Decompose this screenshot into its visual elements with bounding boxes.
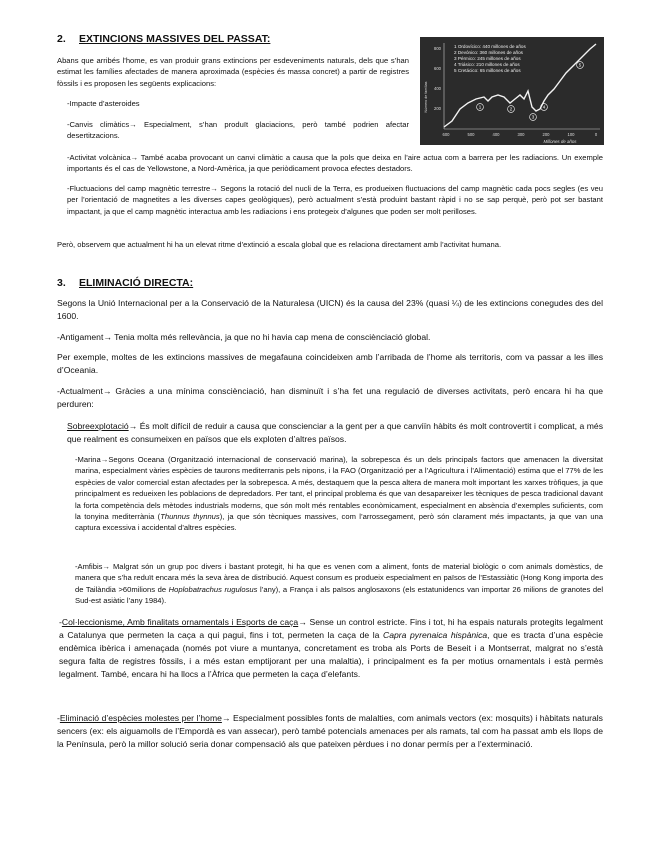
megafauna-paragraph: Per exemple, moltes de les extincions massives de megafauna coincideixen amb l’arribada de l’home als territoris, com va passar a les illes d’Oceania.	[57, 352, 603, 375]
amfibis-text-b: l’any), a França i als països anglosaxons (els estatunidencs van importar 26 milions de granotes del Sud-est asiàtic l’any 1984).	[75, 584, 604, 606]
pest-dash: -	[57, 713, 60, 723]
figure-legend-item: 2 Devónico: 360 millones de años	[454, 50, 523, 55]
section-2-heading	[57, 33, 270, 45]
section-2-closing: Però, observem que actualment hi ha un elevat ritme d’extinció a escala global que es relaciona directament amb l’activitat humana.	[57, 240, 502, 249]
extinction-marker-4: 4	[542, 104, 546, 110]
section-3-title: ELIMINACIÓ DIRECTA:	[79, 277, 194, 289]
actualment-paragraph: -Actualment→ Gràcies a una mínima consciènciació, han disminuït i s’ha fet una regulació de diverses activitats, però encara hi ha que perduren:	[57, 386, 603, 409]
frog-species-name: Hoplobatrachus rugulosus	[168, 584, 258, 594]
marina-text-b: ), ja que són tècniques massives, com l’arrossegament, però són clarament més impactants, ja que van una captura excessiva i accidental d’altres espècies.	[75, 512, 604, 533]
collecting-label: Col·leccionisme, Amb finalitats ornamentals i Esports de caça	[61, 617, 299, 627]
pest-elimination-text: → Especialment possibles fonts de malalties, com animals vectors (ex: mosquits) i hàbitats naturals sencers (ex: els aiguamolls de l’Empordà es van assecar), però també potencials amenaces per als ramats, tal com ha passat amb els llops de la Península, però la millor solució seria donar compensació als que pateixen pèrdues i no donar permís per a l’exterminació.	[57, 713, 603, 749]
tuna-species-name: Thunnus thynnus	[160, 512, 220, 522]
extinctions-figure	[420, 37, 604, 145]
section-2-title: EXTINCIONS MASSIVES DEL PASSAT:	[79, 33, 271, 45]
collecting-text-b: , que es tracta d’una espècie endèmica ibèrica i amenaçada (només pot viure a muntanya, concretament es troba als Ports de Beseit i a Montserrat, malgrat no s’està segura falta de registres fòssils, i a més estan emptijorant per una malaltia), i principalment es fa per motius ornamentals i està permès legalment. També, encara hi ha llocs a l’Àfrica que permeten la caça d’elefants.	[59, 630, 603, 679]
goat-species-name: Capra pyrenaica hispànica	[383, 630, 488, 640]
amfibis-paragraph	[75, 561, 603, 607]
sobreexplotacio-label: Sobreexplotació	[67, 421, 129, 431]
x-tick-label: 600	[442, 132, 450, 137]
section-3-intro: Segons la Unió Internacional per a la Conservació de la Naturalesa (UICN) és la causa del 23% (quasi ¼) de les extincions conegudes des del 1600.	[57, 298, 603, 321]
section-2-intro: Abans que arribés l’home, es van produir grans extincions per esdeveniments naturals, dels que s’han estimat les famílies afectades de manera aproximada (espècies és massa concret) a partir de registres fòssils i es proposen les següents explicacions:	[57, 56, 409, 88]
figure-legend-item: 5 Cretácico: 65 millones de años	[454, 68, 521, 73]
pest-elimination-label: Eliminació d’espècies molestes per l’home	[59, 713, 222, 723]
figure-legend-item: 1 Ordovícico: 440 millones de años	[454, 44, 526, 49]
figure-y-label: Número de familias	[424, 81, 428, 113]
collecting-paragraph	[59, 616, 603, 681]
section-2-number: 2.	[57, 33, 66, 45]
figure-x-label: Millones de años	[543, 139, 577, 144]
figure-legend-item: 4 Triásico: 210 millones de años	[454, 62, 520, 67]
y-tick-label: 200	[434, 106, 441, 111]
marina-text-a: -Marina→Segons Oceana (Organització internacional de conservació marina), la sobrepesca és un dels principals factors que amenacen la diversitat marina, especialment vàries espècies de taurons mediterranis pels nipons, i la FAO (Organització per a l’Agricultura i l’Alimentació) estima que el 77% de les espècies de valor comercial estan afectades per la sobrepesca. A més, destaquem que la pesca altera de manera molt important les xarxes tròfiques, ja que principalment es redueixen les poblacions de depredadors. Per tant, el principal problema és que van desapareixer les tècniques de pesca tradicional davant la forta competència dels mètodes industrials moderns, que són molt més rentables econòmicament, especialment en absència d’exemples suficients, com la tonyina mediterrània (	[75, 455, 603, 522]
y-tick-label: 400	[434, 86, 441, 91]
extinction-marker-3: 3	[531, 114, 535, 120]
marina-paragraph	[75, 454, 603, 534]
y-tick-label: 600	[434, 66, 441, 71]
sobreexplotacio-text: → És molt difícil de reduir a causa que conscienciar a la gent per a que canviïn hàbits és molt controvertit i complicat, a més que realment es consumeixen en països que els exploten d’altres països.	[67, 421, 603, 444]
cause-magnetic-field: -Fluctuacions del camp magnètic terrestre→ Segons la rotació del nucli de la Terra, es produeixen fluctuacions del camp magnètic cada pocs segles (es veu per l’orientació de magnetites a les diverses capes geològiques), però actualment s’està produint bastant ràpid i no se sap perquè, però pot ser bastant impactant, ja que el camp magnètic interactua amb les radiacions i ens protegeix d’algunes que poden ser molt perilloses.	[67, 184, 603, 216]
antigament-paragraph: -Antigament→ Tenia molta més rellevància, ja que no hi havia cap mena de consciènciació global.	[57, 332, 431, 342]
y-tick-label: 800	[434, 46, 441, 51]
pest-elimination-paragraph	[57, 712, 603, 751]
x-tick-label: 100	[567, 132, 575, 137]
cause-asteroid-impact: -Impacte d’asteroides	[67, 99, 140, 108]
collecting-dash: -	[59, 617, 62, 627]
extinction-marker-5: 5	[578, 62, 582, 68]
extinction-marker-1: 1	[478, 104, 482, 110]
figure-legend-item: 3 Pérmico: 245 millones de años	[454, 56, 521, 61]
x-tick-label: 200	[542, 132, 550, 137]
cause-volcanic-activity: -Activitat volcànica→ També acaba provocant un canvi climàtic a causa que la pols que deixa en l’aire actua com a barrera per les radiacions. Un exemple importants és el cas de Yellowstone, a Nord-Amèrica, ja que periòdicament provoca efectes destadors.	[67, 153, 603, 174]
sobreexplotacio-paragraph	[67, 420, 603, 446]
x-tick-label: 0	[594, 132, 598, 137]
x-tick-label: 400	[492, 132, 500, 137]
x-tick-label: 500	[467, 132, 475, 137]
section-3-heading	[57, 277, 193, 289]
section-3-number: 3.	[57, 277, 66, 289]
extinction-marker-2: 2	[509, 106, 513, 112]
cause-climate-change: -Canvis climàtics→ Especialment, s’han produït glaciacions, però també podrien afectar desertitzacions.	[67, 120, 409, 141]
x-tick-label: 300	[517, 132, 525, 137]
collecting-text-a: → Sense un control estricte. Fins i tot, hi ha espais naturals protegits legalment a Catalunya que permeten la caça a qui pagui, fins i tot, permeten la caça de la	[59, 617, 603, 640]
amfibis-text-a: -Amfibis→ Malgrat són un grup poc divers i bastant protegit, hi ha que es venen com a aliment, fonts de material biològic o com animals domèstics, de manera que s’ha reduït encara més la seva àrea de distribució. Aquest consum es produeix especialment en països de l’Estassiàtic (Hong Kong importa des de Tailàndia >60milions de	[75, 562, 603, 594]
